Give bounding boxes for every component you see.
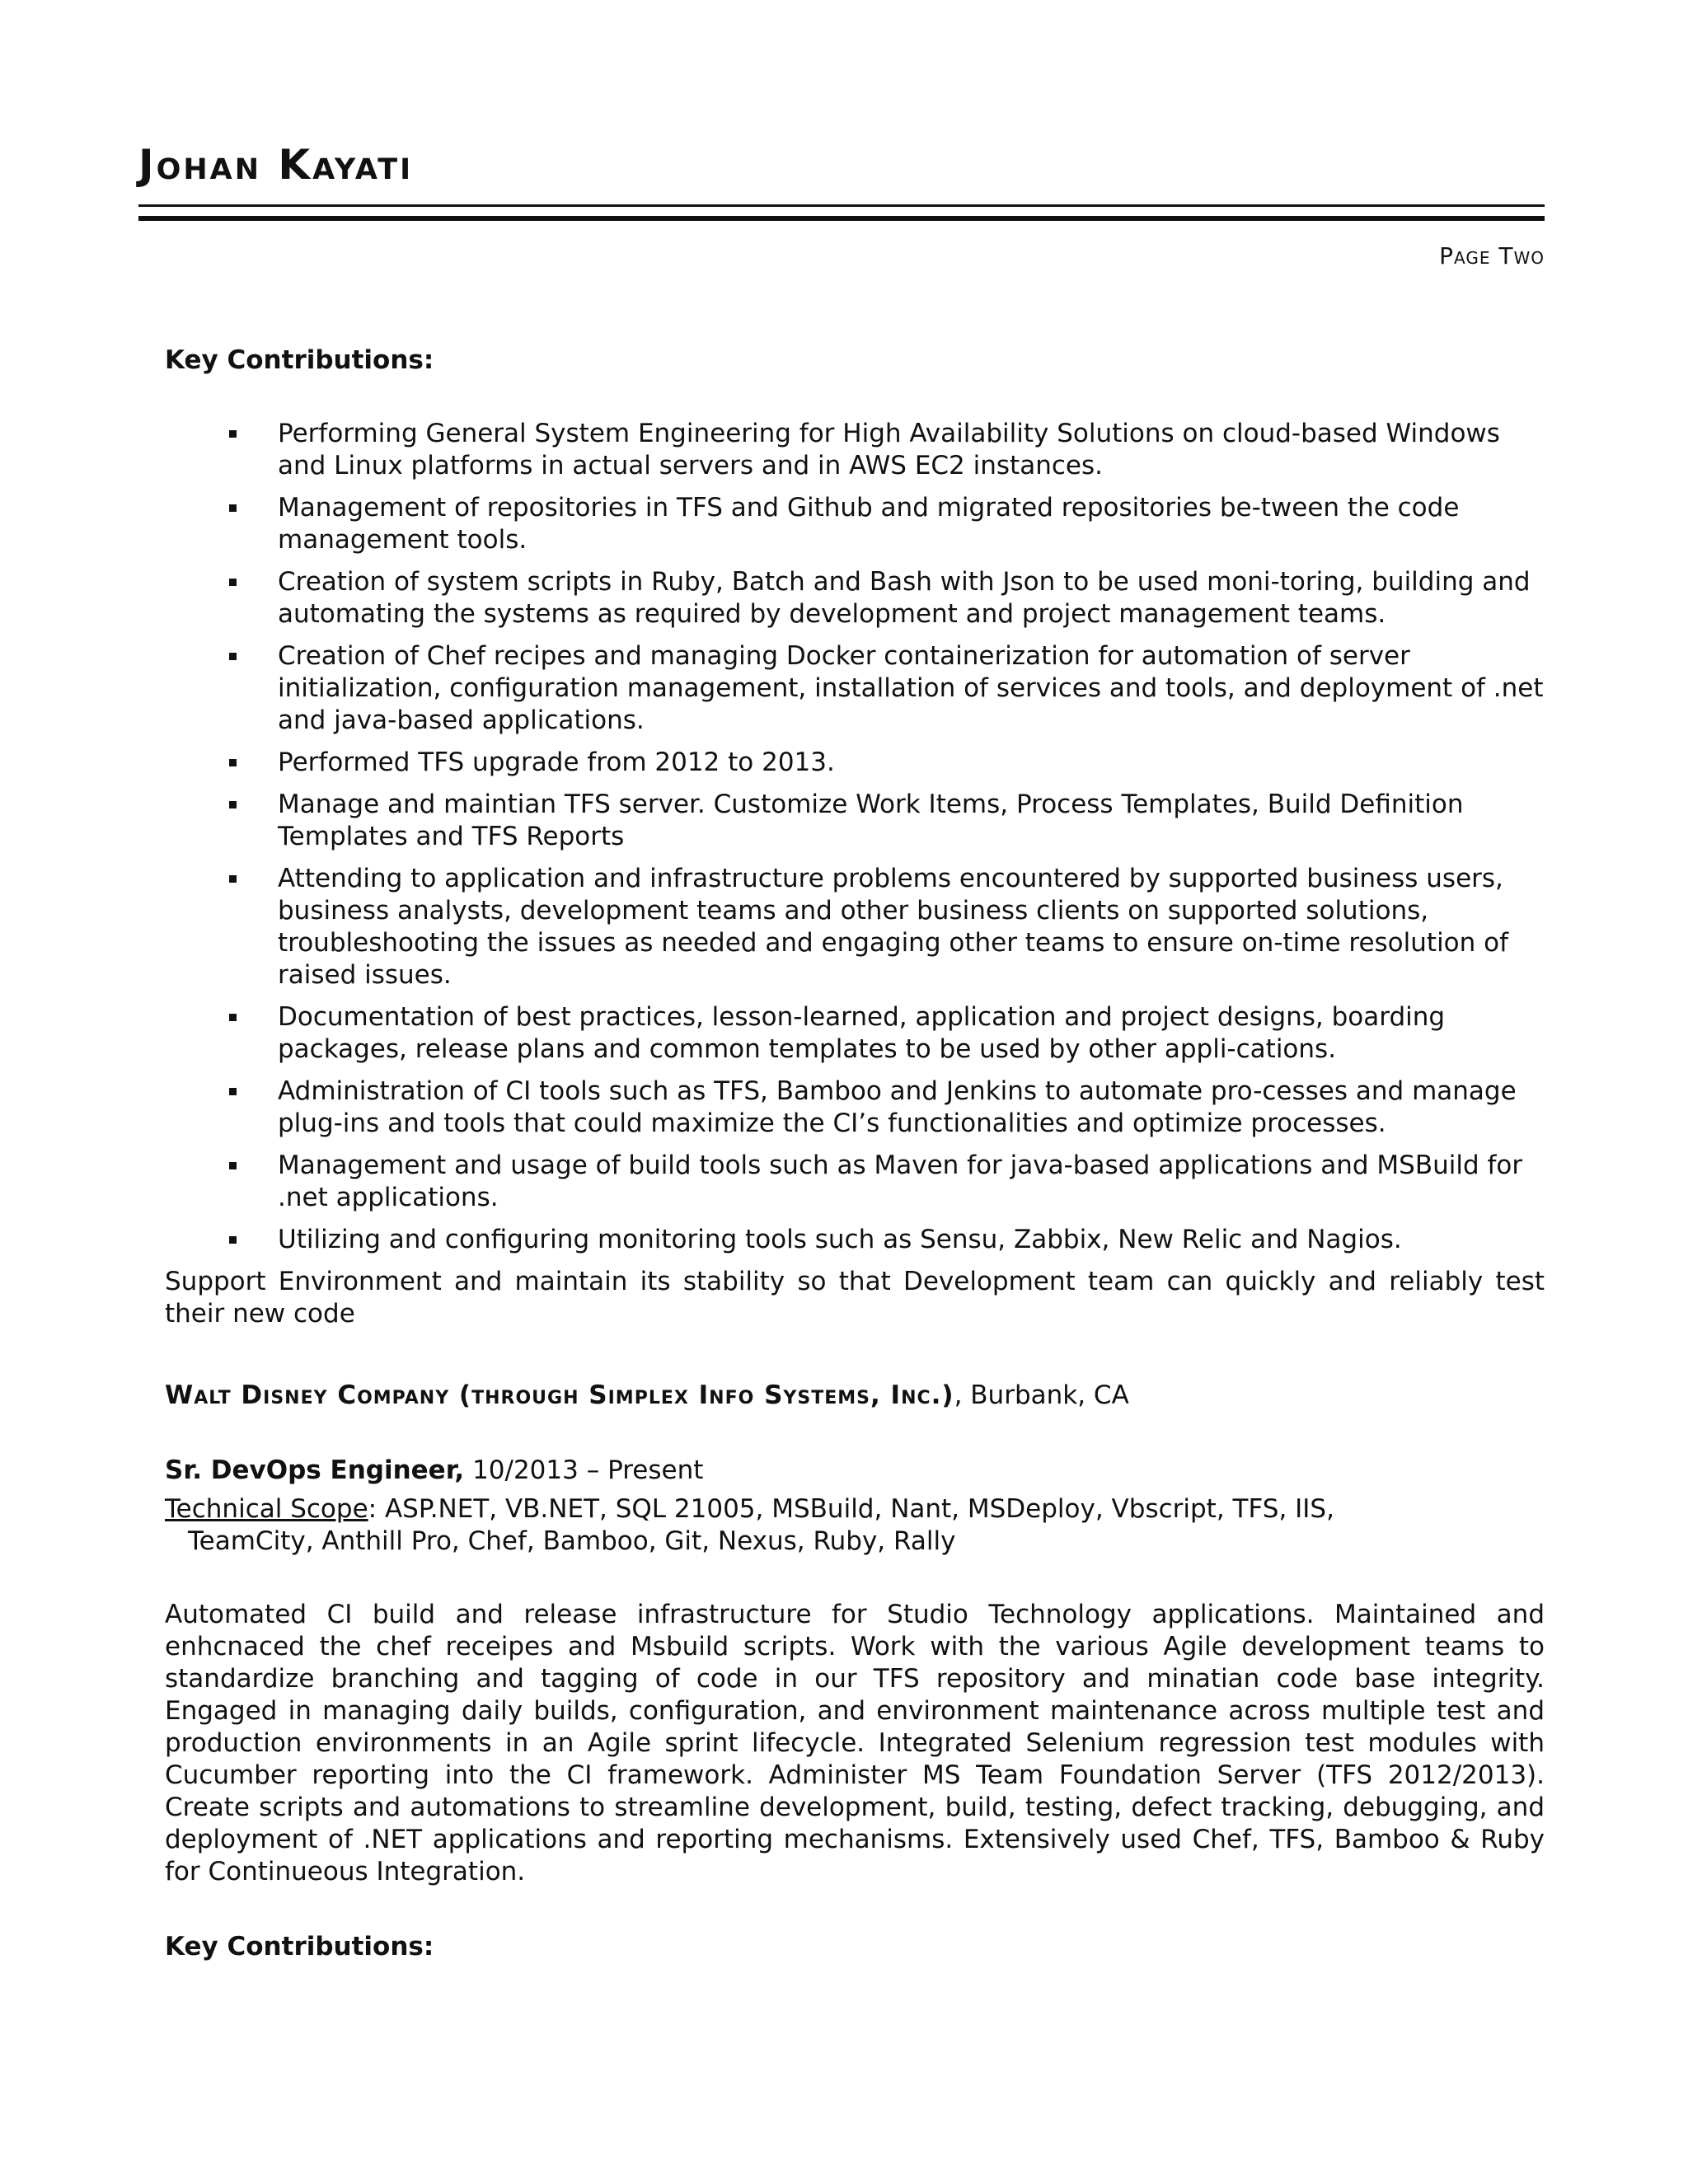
technical-scope-label: Technical Scope xyxy=(165,1494,368,1524)
technical-scope xyxy=(165,1493,1545,1558)
company-line xyxy=(165,1380,1545,1412)
job-title: Sr. DevOps Engineer, xyxy=(165,1455,465,1485)
list-item: Documentation of best practices, lesson-learned, application and project designs, boarding packages, release plans and common templates to be used by other appli-cations. xyxy=(165,1001,1545,1066)
bullet-square-icon xyxy=(229,504,237,512)
list-item: Administration of CI tools such as TFS, Bamboo and Jenkins to automate pro-cesses and manage plug-ins and tools that could maximize the CI’s functionalities and optimize processes. xyxy=(165,1076,1545,1140)
list-item: Creation of Chef recipes and managing Docker containerization for automation of server initialization, configuration management, installation of services and tools, and deployment of .net and java-based applications. xyxy=(165,640,1545,737)
support-paragraph: Support Environment and maintain its stability so that Development team can quickly and reliably test their new code xyxy=(165,1267,1545,1329)
company-location: , Burbank, CA xyxy=(954,1380,1129,1410)
bullet-square-icon xyxy=(229,1014,237,1021)
bullet-square-icon xyxy=(229,1088,237,1095)
list-item: Management of repositories in TFS and Github and migrated repositories be-tween the code management tools. xyxy=(165,492,1545,556)
header-rule-thin xyxy=(138,204,1545,207)
resume-body xyxy=(165,344,1545,1963)
list-item: Performing General System Engineering for High Availability Solutions on cloud-based Windows and Linux platforms in actual servers and in AWS EC2 instances. xyxy=(165,418,1545,482)
bullet-square-icon xyxy=(229,1236,237,1244)
key-contributions-heading-2: Key Contributions: xyxy=(165,1932,434,1961)
list-item: Management and usage of build tools such as Maven for java-based applications and MSBuild for .net applications. xyxy=(165,1150,1545,1214)
job-dates: 10/2013 – Present xyxy=(464,1455,704,1485)
list-item: Utilizing and configuring monitoring tools such as Sensu, Zabbix, New Relic and Nagios. xyxy=(165,1224,1545,1256)
bullet-square-icon xyxy=(229,801,237,808)
bullet-square-icon xyxy=(229,430,237,438)
candidate-name: Johan Kayati xyxy=(138,141,414,189)
company-name: Walt Disney Company (through Simplex Info Systems, Inc.) xyxy=(165,1380,954,1410)
technical-scope-line2: TeamCity, Anthill Pro, Chef, Bamboo, Git, Nexus, Ruby, Rally xyxy=(188,1526,956,1556)
bullet-square-icon xyxy=(229,875,237,883)
header-rule-thick xyxy=(138,216,1545,221)
list-item: Manage and maintian TFS server. Customize Work Items, Process Templates, Build Definition Templates and TFS Reports xyxy=(165,789,1545,853)
bullet-square-icon xyxy=(229,653,237,660)
list-item: Creation of system scripts in Ruby, Batch and Bash with Json to be used moni-toring, building and automating the systems as required by development and project management teams. xyxy=(165,566,1545,630)
job-summary-paragraph: Automated CI build and release infrastructure for Studio Technology applications. Maintained and enhcnaced the chef receipes and Msbuild scripts. Work with the various Agile development teams to standardize branching and tagging of code in our TFS repository and minatian code base integrity. Engaged in managing daily builds, configuration, and environment maintenance across multiple test and production environments in an Agile sprint lifecycle. Integrated Selenium regression test modules with Cucumber reporting into the CI framework. Administer MS Team Foundation Server (TFS 2012/2013). Create scripts and automations to streamline development, build, testing, defect tracking, debugging, and deployment of .NET applications and reporting mechanisms. Extensively used Chef, TFS, Bamboo & Ruby for Continueous Integration. xyxy=(165,1600,1545,1886)
page-label: Page Two xyxy=(1439,242,1545,269)
job-role-line xyxy=(165,1455,1545,1487)
contributions-list xyxy=(165,418,1545,1256)
technical-scope-line1: : ASP.NET, VB.NET, SQL 21005, MSBuild, Nant, MSDeploy, Vbscript, TFS, IIS, xyxy=(368,1494,1334,1524)
bullet-square-icon xyxy=(229,759,237,766)
list-item: Performed TFS upgrade from 2012 to 2013. xyxy=(165,747,1545,779)
key-contributions-heading: Key Contributions: xyxy=(165,345,434,375)
bullet-square-icon xyxy=(229,1162,237,1169)
list-item: Attending to application and infrastructure problems encountered by supported business users, business analysts, development teams and other business clients on supported solutions, troubleshooting the issues as needed and engaging other teams to ensure on-time resolution of raised issues. xyxy=(165,863,1545,991)
bullet-square-icon xyxy=(229,579,237,586)
